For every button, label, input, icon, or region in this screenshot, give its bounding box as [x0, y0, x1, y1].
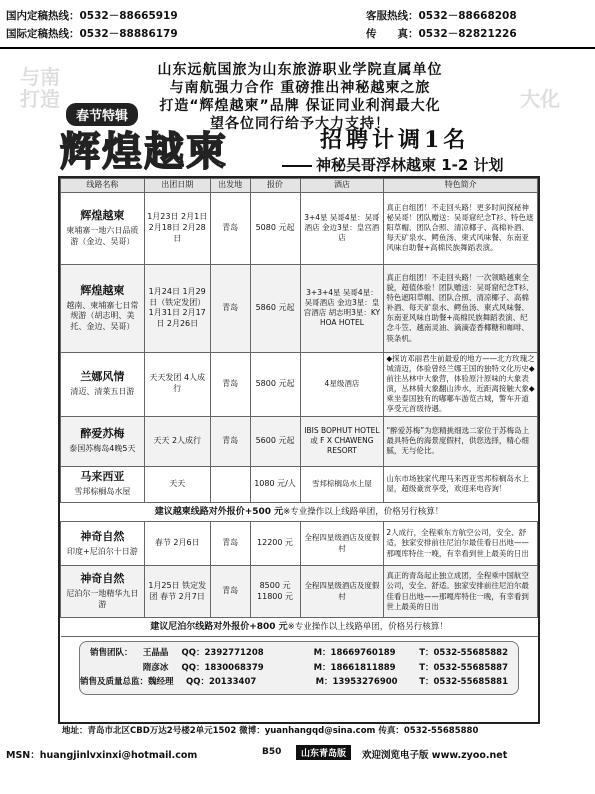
recruit-title: 招聘计调1名: [320, 127, 470, 153]
route-feature: 真正的青岛起止独立成团，全程乘中国航空公司，安全、舒适。独家安排前往尼泊尔最佳看日出地——那嘎库特住一晚，有幸看到世上最美的日出: [384, 566, 538, 618]
header-price: 报价: [250, 179, 300, 193]
route-from: 青岛: [210, 522, 250, 566]
service-hotline: 客服热线：0532－88668208: [366, 10, 517, 22]
bg-word: 打造: [20, 87, 60, 111]
sales-mobile: M：13953276900: [315, 677, 398, 688]
hotline-bar: [0, 0, 595, 52]
sales-qq: QQ：1830068379: [181, 662, 264, 673]
route-desc: 泰国苏梅岛4晚5天: [69, 444, 136, 454]
welcome-link[interactable]: 欢迎浏览电子版 www.zyoo.net: [362, 750, 508, 761]
international-hotline: 国际定稿热线：0532－88886179: [6, 28, 178, 40]
route-table: [60, 178, 538, 637]
price-note-row: [61, 502, 538, 521]
route-feature: 山东市场独家代理马来西亚雪邦棕榈岛水上屋，超级豪赏享受，欢迎来电咨询！: [384, 466, 538, 502]
bg-word: 与南: [20, 65, 60, 89]
route-hotel: 全程四星级酒店及度假村: [300, 522, 384, 566]
sales-tel: T：0532-55685882: [419, 648, 509, 659]
route-feature: 真正自组团！不走回头路！更多时间探秘神秘吴哥！团队赠送：吴哥窟纪念T衫、特色遮阳草帽、团队合照、清凉椰子、高棉补酒、每天矿泉水、鳄鱼汤、柬式风味餐、东南亚风味自助餐+高棉民族舞蹈表演。: [384, 192, 538, 264]
route-from: [210, 466, 250, 502]
route-hotel: 3+4星 吴哥4星：吴哥酒店 金边3星：皇宫酒店: [300, 192, 384, 264]
sales-row: [90, 661, 508, 675]
route-name: 神奇自然: [80, 529, 125, 543]
header-line-2: 与南航强力合作 重磅推出神秘越柬之旅: [169, 80, 431, 96]
price-note-tail: ※专业操作以上线路单团，价格另行核算！: [283, 506, 444, 517]
sales-label: 销售团队：: [90, 648, 133, 659]
route-feature: “醉爱苏梅”为您精挑细选二家位于苏梅岛上最具特色的海景度假村，供您选择，精心细腻，无与伦比。: [384, 416, 538, 466]
header-line-1: 山东远航国旅为山东旅游职业学院直属单位: [157, 62, 443, 78]
route-table-frame: [58, 176, 540, 724]
route-feature: 2人成行，全程乘东方航空公司，安全、舒适，独家安排前往尼泊尔最佳看日出地——那嘎库特住一晚，有幸看到世上最美的日出: [384, 522, 538, 566]
page-number: B50: [262, 747, 282, 757]
route-name: 马来西亚: [80, 470, 125, 484]
sales-tel: T：0532-55685881: [419, 677, 508, 688]
sales-name: 魏经理: [148, 677, 174, 688]
sales-qq: QQ：20133407: [186, 677, 257, 688]
sales-name: 王晶晶: [142, 648, 169, 659]
route-price: 8500 元 11800 元: [250, 566, 300, 618]
recruit-subtitle: 神秘吴哥浮林越柬 1-2 计划: [282, 154, 504, 175]
route-from: 青岛: [210, 566, 250, 618]
route-desc: 雪邦棕榈岛水屋: [74, 487, 131, 497]
route-price: 5080 元起: [250, 192, 300, 264]
table-row: [61, 466, 538, 502]
sales-row: [90, 646, 508, 660]
route-desc: 越南、柬埔寨七日常规游（胡志明、美托、金边、吴哥）: [66, 300, 139, 332]
header-route: 线路名称: [61, 179, 145, 193]
route-price: 12200 元: [250, 522, 300, 566]
route-hotel: 4星级酒店: [300, 352, 384, 416]
sales-mobile: M：18669760189: [313, 648, 396, 659]
sales-label: [90, 661, 143, 675]
route-hotel: 3+3+4星 吴哥4星：吴哥酒店 金边3星：皇宫酒店 胡志明3星：KY HOA HOTEL: [300, 264, 384, 352]
sales-mobile: M：18661811889: [313, 662, 396, 673]
route-name: 辉煌越柬: [80, 283, 125, 297]
route-price: 5860 元起: [250, 264, 300, 352]
route-hotel: 全程四星级酒店及度假村: [300, 566, 384, 618]
route-desc: 印度+尼泊尔十日游: [67, 546, 138, 556]
sales-contact-box: [79, 641, 519, 694]
msn-contact: MSN：huangjinlvxinxi@hotmail.com: [6, 750, 198, 761]
route-name: 兰娜风情: [80, 370, 125, 384]
route-name: 神奇自然: [80, 572, 125, 586]
route-from: 青岛: [210, 192, 250, 264]
route-desc: 尼泊尔一地精华九日游: [66, 589, 139, 609]
route-name: 醉爱苏梅: [80, 427, 125, 441]
price-note: 建议尼泊尔线路对外报价+800 元: [150, 622, 288, 633]
route-name: 辉煌越柬: [80, 209, 125, 223]
price-note: 建议越柬线路对外报价+500 元: [154, 506, 284, 517]
sales-row: [80, 675, 508, 689]
address-line: 地址：青岛市北区CBD万达2号楼2单元1502 微博：yuanhangqd@sina.com 传真：0532-55685880: [62, 726, 479, 736]
route-price: 5600 元起: [250, 416, 300, 466]
sales-qq: QQ：2392771208: [181, 648, 264, 659]
table-row: [61, 566, 538, 618]
route-dates: 天天: [144, 466, 210, 502]
route-from: 青岛: [210, 352, 250, 416]
route-hotel: 雪邦棕榈岛水上屋: [300, 466, 384, 502]
table-row: [61, 522, 538, 566]
spring-badge: 春节特辑: [66, 103, 138, 126]
route-feature: ◆探访邓丽君生前最爱的地方——北方玫瑰之城清迈，体验曾经兰娜王国的独特文化历史◆前往丛林中大象营，体验原汁原味的大象表演，丛林骑大象翻山涉水，近距离接触大象◆乘坐泰国独有的嘟嘟车游览古城，警车开道享受元首级待遇。: [384, 352, 538, 416]
header-feature: 特色简介: [384, 179, 538, 193]
route-price: 1080 元/人: [250, 466, 300, 502]
route-feature: 真正自组团！不走回头路！一次领略越柬全貌，超值体验！团队赠送：吴哥窟纪念T衫、特色遮阳草帽、团队合照、清凉椰子、高棉补酒、每天矿泉水、鳄鱼汤、柬式风味餐、东南亚风味自助餐+高棉民族舞蹈表演、纪念斗笠、越南灵油、滴滴壶香椰糖和咖啡、筷条机。: [384, 264, 538, 352]
price-note-tail: ※专业操作以上线路单团，价格另行核算！: [287, 622, 448, 633]
route-dates: 天天发团 4人成行: [144, 352, 210, 416]
route-desc: 清迈、清莱五日游: [70, 387, 135, 397]
route-dates: 1月23日 2月1日 2月18日 2月28日: [144, 192, 210, 264]
top-rule: [0, 47, 595, 49]
header-from: 出发地: [210, 179, 250, 193]
route-price: 5800 元起: [250, 352, 300, 416]
route-dates: 1月25日 铁定发团 春节 2月7日: [144, 566, 210, 618]
route-hotel: IBIS BOPHUT HOTEL 或 F X CHAWENG RESORT: [300, 416, 384, 466]
header-dates: 出团日期: [144, 179, 210, 193]
table-row: [61, 264, 538, 352]
route-dates: 天天 2人成行: [144, 416, 210, 466]
edition-badge: 山东青岛版: [296, 745, 351, 760]
fax-line: 传 真：0532－82821226: [366, 28, 517, 40]
domestic-hotline: 国内定稿热线：0532－88665919: [6, 10, 178, 22]
sales-name: 隋彦冰: [142, 662, 169, 673]
header-hotel: 酒店: [300, 179, 384, 193]
route-dates: 1月24日 1月29日（铁定发团） 1月31日 2月17日 2月26日: [144, 264, 210, 352]
header-line-4: 望各位同行给予大力支持！: [210, 116, 390, 132]
table-row: [61, 416, 538, 466]
sales-label: 销售及质量总监：: [80, 677, 149, 688]
sales-tel: T：0532-55685887: [419, 662, 509, 673]
header-line-3: 打造“辉煌越柬”品牌 保证同业利润最大化: [159, 98, 441, 114]
route-dates: 春节 2月6日: [144, 522, 210, 566]
table-row: [61, 192, 538, 264]
price-note-row: [61, 618, 538, 637]
table-row: [61, 352, 538, 416]
bg-word: 大化: [520, 87, 560, 111]
route-desc: 柬埔寨一地六日品质游（金边、吴哥）: [66, 225, 139, 246]
route-from: 青岛: [210, 416, 250, 466]
brand-logo: 辉煌越柬: [60, 128, 228, 175]
route-from: 青岛: [210, 264, 250, 352]
